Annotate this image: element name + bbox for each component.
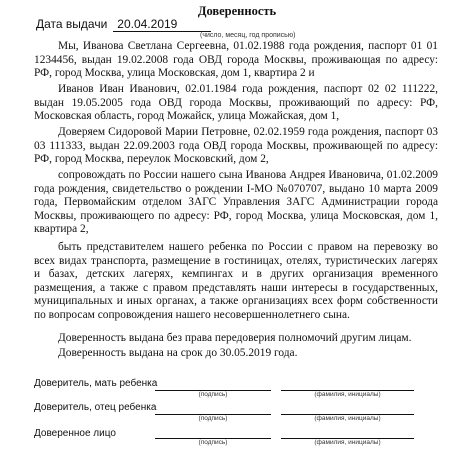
paragraph-child: сопровождать по России нашего сына Иванова Андрея Ивановича, 01.02.2009 года рождения, свидетельство о рождении I-МО №070707, выдано 10 марта 2009 года, Первомайским отделом ЗАГС Управления ЗАГС Администрации города Москвы, проживающего по адресу: РФ, город Москва, улица Московская, дом 1, квартира 2,: [34, 169, 438, 236]
signature-label-trustee: Доверенное лицо: [34, 428, 116, 439]
name-hint-mother: (фамилия, инициалы): [314, 391, 381, 398]
signature-hint-mother: (подпись): [198, 391, 228, 398]
paragraph-father: Иванов Иван Иванович, 02.01.1984 года рождения, паспорт 02 02 111222, выдан 19.05.2005 года ОВД города Москвы, проживающий по адресу: РФ, Московская область, город Можайск, улица Можайская, дом 1,: [34, 83, 438, 123]
paragraph-powers: быть представителем нашего ребенка по России с правом на перевозку во всех видах транспорта, размещение в гостиницах, отелях, туристических лагерях и базах, детских лагерях, кемпингах и в других организация временного размещения, а также с правом представлять наши интересы в государственных, муниципальных и иных органах, а также организациях всех форм собственности по вопросам сопровождения нашего несовершеннолетнего сына.: [34, 241, 438, 321]
name-hint-father: (фамилия, инициалы): [314, 415, 381, 422]
paragraph-trustee: Доверяем Сидоровой Марии Петровне, 02.02.1959 года рождения, паспорт 03 03 111333, выдан 22.09.2003 года ОВД города Москвы, проживающей по адресу: РФ, город Москва, переулок Московский, дом 2,: [34, 126, 438, 166]
paragraph-no-delegation: Доверенность выдана без права передоверия полномочий другим лицам.: [58, 332, 412, 344]
signature-label-father: Доверитель, отец ребенка: [34, 402, 157, 413]
paragraph-mother: Мы, Иванова Светлана Сергеевна, 01.02.1988 года рождения, паспорт 01 01 1234456, выдан 19.02.2008 года ОВД города Москвы, проживающая по адресу: РФ, город Москва, улица Московская, дом 1, квартира 2 и: [34, 40, 438, 80]
issue-date-hint: (число, месяц, год прописью): [200, 32, 296, 39]
signature-label-mother: Доверитель, мать ребенка: [34, 378, 158, 389]
document-title: Доверенность: [197, 4, 277, 18]
signature-hint-trustee: (подпись): [198, 439, 228, 446]
name-hint-trustee: (фамилия, инициалы): [314, 439, 381, 446]
issue-date-row: [36, 17, 211, 32]
issue-date-label: Дата выдачи: [36, 17, 108, 31]
signature-hint-father: (подпись): [198, 415, 228, 422]
paragraph-validity: Доверенность выдана на срок до 30.05.2019 года.: [58, 347, 298, 359]
issue-date-value: 20.04.2019: [113, 17, 211, 32]
